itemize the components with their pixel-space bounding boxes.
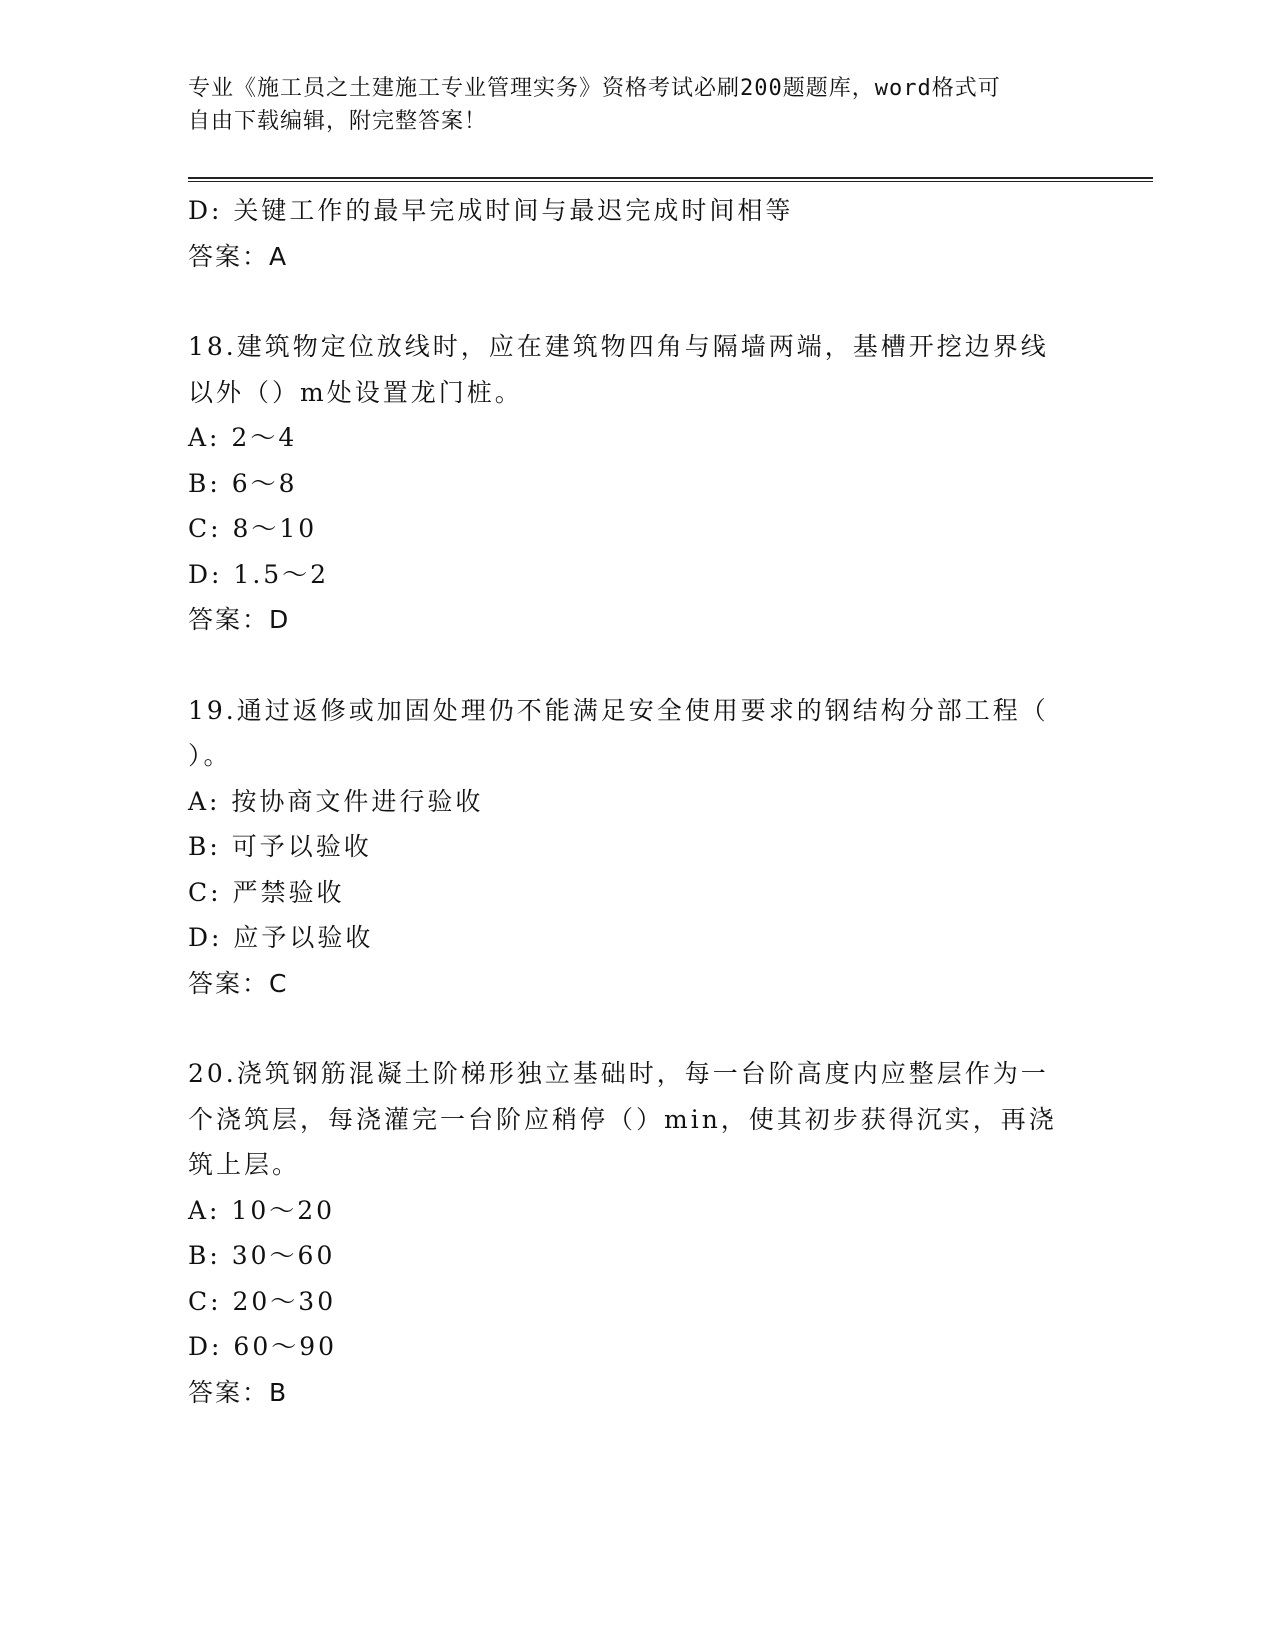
option-b: B: 30～60: [188, 1241, 336, 1270]
option-d: D: 应予以验收: [188, 923, 374, 952]
option-d: D: 1.5～2: [188, 559, 330, 589]
question-20: [188, 1051, 1088, 1415]
answer-line: 答案：B: [188, 1377, 289, 1407]
previous-question-tail: [188, 188, 1088, 279]
header-divider: [188, 177, 1153, 182]
header-line-2: 自由下载编辑，附完整答案！: [188, 109, 488, 134]
answer-line: 答案：C: [188, 968, 289, 998]
option-c: C: 8～10: [188, 514, 318, 543]
question-19: [188, 688, 1088, 1007]
spacer: [188, 1006, 1088, 1051]
option-d: D: 关键工作的最早完成时间与最迟完成时间相等: [188, 196, 794, 225]
spacer: [188, 643, 1088, 688]
question-stem-line: 20.浇筑钢筋混凝土阶梯形独立基础时，每一台阶高度内应整层作为一: [188, 1059, 1049, 1088]
header-line-1: 专业《施工员之土建施工专业管理实务》资格考试必刷200题题库，word格式可: [188, 76, 1001, 101]
answer-line: 答案：D: [188, 605, 291, 634]
spacer: [188, 279, 1088, 324]
question-stem-line: 以外（）m处设置龙门桩。: [188, 377, 523, 407]
question-stem-line: 18.建筑物定位放线时，应在建筑物四角与隔墙两端，基槽开挖边界线: [188, 332, 1049, 361]
option-b: B: 可予以验收: [188, 832, 372, 861]
question-stem-line: 19.通过返修或加固处理仍不能满足安全使用要求的钢结构分部工程（: [188, 695, 1049, 725]
document-header: [188, 72, 1068, 138]
option-b: B: 6～8: [188, 468, 298, 498]
option-a: A: 按协商文件进行验收: [188, 786, 484, 816]
question-18: [188, 324, 1088, 643]
question-stem-line: 筑上层。: [188, 1150, 301, 1179]
question-stem-line: 个浇筑层，每浇灌完一台阶应稍停（）min，使其初步获得沉实，再浇: [188, 1104, 1057, 1134]
option-a: A: 10～20: [188, 1195, 336, 1225]
answer-line: 答案：A: [188, 241, 289, 271]
question-stem-line: ）。: [188, 741, 232, 770]
option-c: C: 严禁验收: [188, 877, 345, 907]
option-d: D: 60～90: [188, 1332, 338, 1361]
question-content: [188, 188, 1088, 1415]
option-a: A: 2～4: [188, 423, 298, 452]
option-c: C: 20～30: [188, 1286, 337, 1316]
